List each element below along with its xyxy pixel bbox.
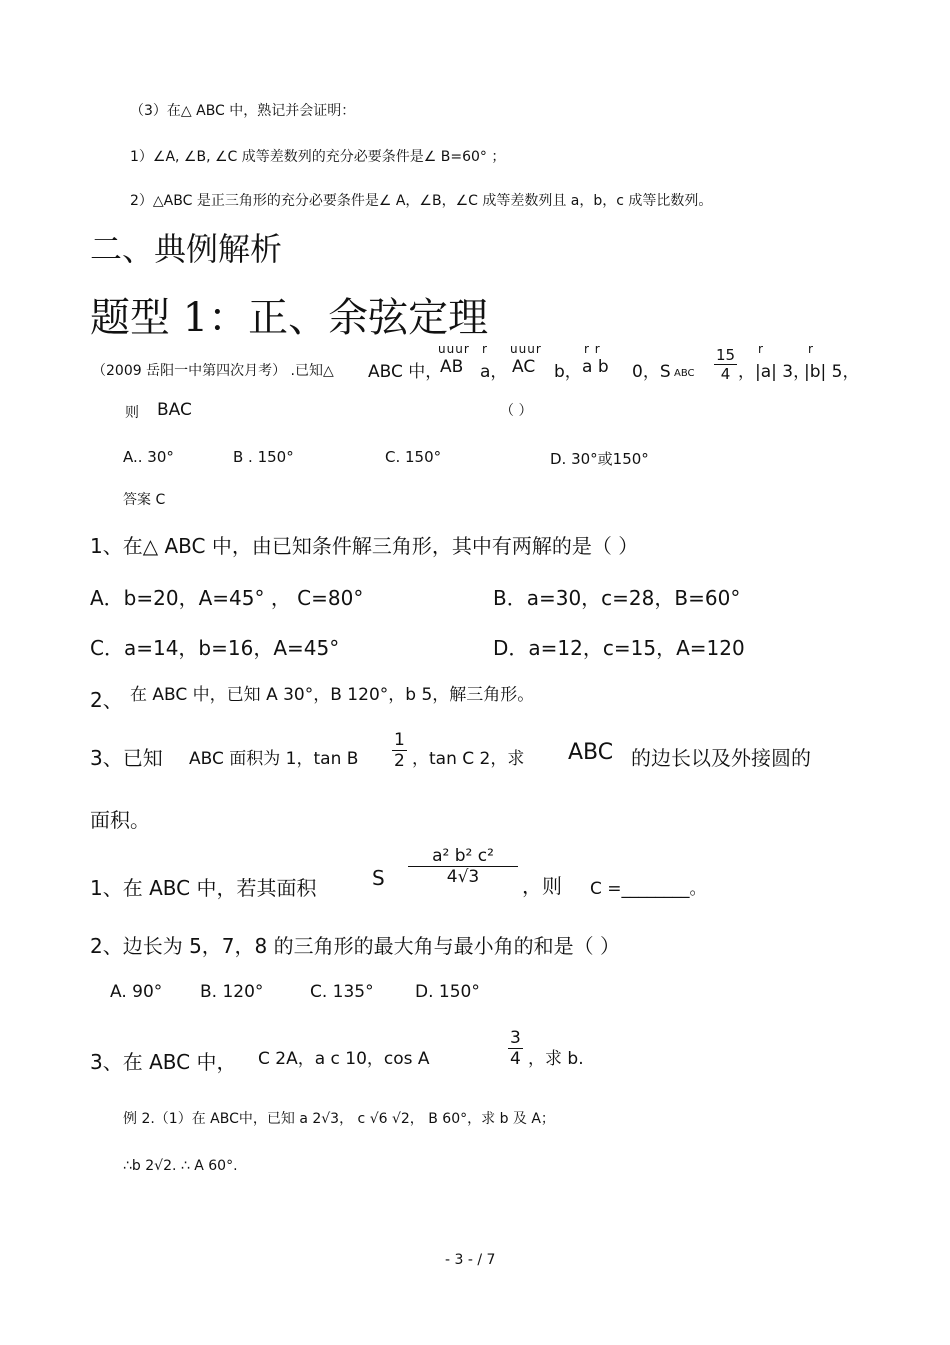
area-s: 0，S — [632, 362, 671, 382]
vector-arrow-ac: uuur — [510, 342, 542, 356]
question-1: 1、在△ ABC 中，由已知条件解三角形，其中有两解的是（ ） — [90, 534, 639, 558]
question-3-fraction — [392, 730, 407, 771]
question-3-fraction-den: 2 — [394, 751, 405, 771]
example-2: 例 2.（1）在 ABC中，已知 a 2√3， c √6 √2， B 60°，求 b 及 A； — [123, 1111, 555, 1127]
vector-arrow-a: r — [482, 342, 488, 356]
area-subscript: ABC — [674, 368, 695, 379]
practice-1-answer-blank: C =________。 — [590, 879, 707, 899]
answer-paren: （ ） — [500, 403, 533, 419]
vector-arrow-ab: uuur — [438, 342, 470, 356]
vector-b: b， — [554, 362, 582, 382]
area-fraction-den: 4 — [720, 365, 731, 383]
practice-2-option-b: B. 120° — [200, 982, 264, 1002]
page-number: - 3 - / 7 — [445, 1252, 496, 1268]
vector-arrow-mod-a: r — [758, 342, 764, 356]
vector-arrow-mod-b: r — [808, 342, 814, 356]
vector-ac: AC — [512, 357, 536, 377]
question-2-number: 2、 — [90, 688, 123, 712]
question-1-option-c: C．a=14，b=16，A=45° — [90, 636, 340, 660]
type-heading: 题型 1：正、余弦定理 — [90, 295, 489, 341]
example-source: （2009 岳阳一中第四次月考） .已知△ — [92, 363, 334, 379]
practice-3-fraction-num: 3 — [510, 1028, 521, 1048]
option-d: D. 30°或150° — [550, 450, 649, 468]
practice-2-option-d: D. 150° — [415, 982, 480, 1002]
practice-3-fraction — [508, 1028, 523, 1069]
intro-line-3-1: 1）∠A, ∠B, ∠C 成等差数列的充分必要条件是∠ B=60° ； — [130, 149, 506, 165]
then-label: 则 — [125, 405, 139, 421]
practice-2-option-c: C. 135° — [310, 982, 374, 1002]
practice-3: 3、在 ABC 中， — [90, 1050, 237, 1074]
dot-product: a b — [582, 357, 609, 377]
question-3-fraction-num: 1 — [394, 730, 405, 750]
practice-2: 2、边长为 5，7，8 的三角形的最大角与最小角的和是（ ） — [90, 934, 620, 958]
modulus-b: |b| 5， — [804, 362, 860, 382]
question-3-tail: 的边长以及外接圆的 — [631, 746, 811, 770]
practice-1-post: ，则 — [522, 874, 562, 898]
vector-a: a， — [480, 362, 508, 382]
practice-2-option-a: A. 90° — [110, 982, 163, 1002]
question-2: 在 ABC 中，已知 A 30°，B 120°，b 5，解三角形。 — [130, 685, 535, 705]
area-fraction — [714, 346, 737, 383]
practice-1-fraction-num: a² b² c² — [408, 846, 518, 867]
modulus-a: ，|a| 3， — [738, 362, 811, 382]
question-3-post: ，tan C 2，求 — [412, 749, 525, 769]
question-1-option-b: B．a=30，c=28，B=60° — [493, 586, 741, 610]
vector-ab: AB — [440, 357, 464, 377]
vector-arrow-ab-dot: r r — [584, 342, 601, 356]
practice-1: 1、在 ABC 中，若其面积 — [90, 876, 317, 900]
question-3-mid: ABC 面积为 1，tan B — [189, 749, 359, 769]
practice-3-post: ，求 b. — [528, 1049, 584, 1069]
area-fraction-num: 15 — [716, 346, 736, 364]
example-2-answer: ∴b 2√2. ∴ A 60°. — [123, 1158, 238, 1174]
option-c: C. 150° — [385, 448, 442, 466]
question-1-option-d: D．a=12，c=15，A=120 — [493, 636, 745, 660]
answer-line: 答案 C — [123, 492, 166, 508]
question-3-prefix: 3、已知 — [90, 746, 163, 770]
example-abc: ABC 中， — [368, 362, 443, 382]
practice-1-fraction — [408, 846, 518, 887]
question-3-abc: ABC — [568, 740, 614, 765]
angle-bac: BAC — [157, 400, 192, 420]
intro-line-3-2: 2）△ABC 是正三角形的充分必要条件是∠ A，∠B，∠C 成等差数列且 a，b，c 成等比数列。 — [130, 193, 713, 209]
practice-3-fraction-den: 4 — [510, 1049, 521, 1069]
practice-3-mid: C 2A，a c 10，cos A — [258, 1049, 430, 1069]
question-3-line-2: 面积。 — [90, 808, 150, 832]
practice-1-s: S — [372, 866, 385, 890]
intro-line-3: （3）在△ ABC 中，熟记并会证明： — [130, 103, 356, 119]
section-heading: 二、典例解析 — [90, 230, 283, 268]
question-1-option-a: A．b=20，A=45° ， C=80° — [90, 586, 364, 610]
option-b: B . 150° — [233, 448, 294, 466]
practice-1-fraction-den: 4√3 — [446, 867, 480, 887]
option-a: A.. 30° — [123, 448, 174, 466]
